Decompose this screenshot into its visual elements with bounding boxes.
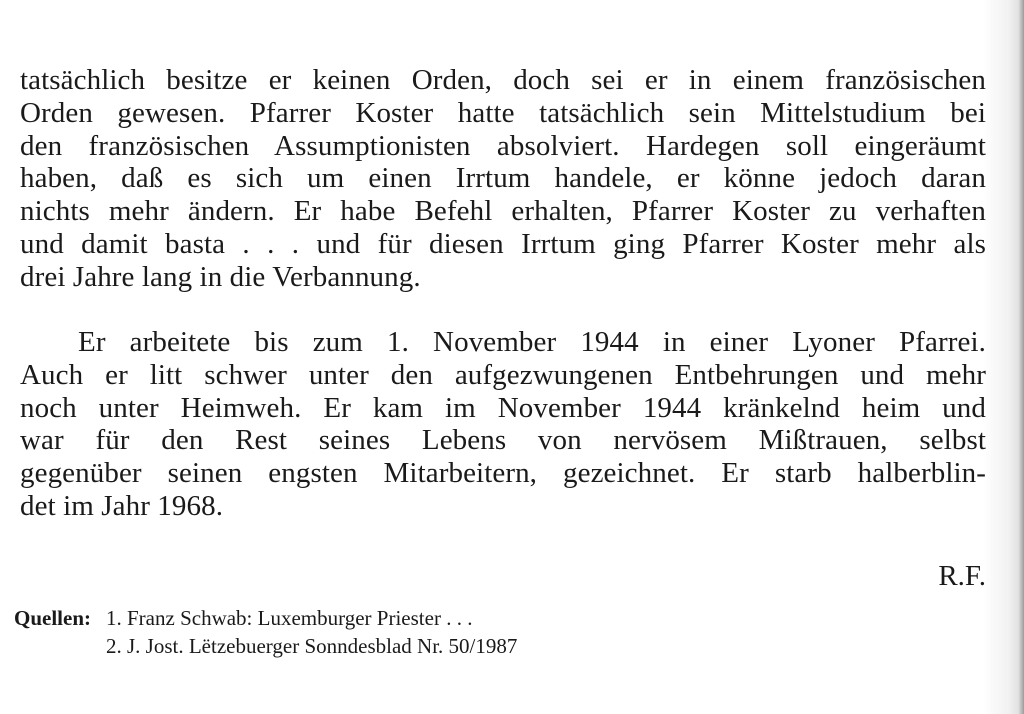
source-item: 1. Franz Schwab: Luxemburger Priester . . . [106,606,473,630]
page-edge-shadow [1018,0,1024,714]
source-item: 2. J. Jost. Lëtzebuerger Sonndesblad Nr. 50/1987 [106,634,518,658]
text-line: haben, daß es sich um einen Irrtum handele, er könne jedoch daran [20,162,986,195]
text-line: war für den Rest seines Lebens von nervösem Mißtrauen, selbst [20,424,986,457]
text-line: gegenüber seinen engsten Mitarbeitern, gezeichnet. Er starb halberblin- [20,457,986,490]
text-line: drei Jahre lang in die Verbannung. [20,260,421,293]
text-line: den französischen Assumptionisten absolviert. Hardegen soll eingeräumt [20,129,986,162]
author-signature: R.F. [938,560,986,592]
sources-block [14,604,517,660]
text-line: tatsächlich besitze er keinen Orden, doch sei er in einem französischen [20,64,986,96]
paragraph-1 [20,64,986,294]
text-line: noch unter Heimweh. Er kam im November 1944 kränkelnd heim und [20,391,986,424]
paragraph-2 [20,326,986,523]
text-line: Orden gewesen. Pfarrer Koster hatte tatsächlich sein Mittelstudium bei [20,96,986,129]
text-line: und damit basta . . . und für diesen Irrtum ging Pfarrer Koster mehr als [20,227,986,260]
text-line: Auch er litt schwer unter den aufgezwungenen Entbehrungen und mehr [20,358,986,391]
text-line: nichts mehr ändern. Er habe Befehl erhalten, Pfarrer Koster zu verhaften [20,195,986,228]
source-row [14,632,517,660]
source-row [14,604,517,632]
text-line: Er arbeitete bis zum 1. November 1944 in einer Lyoner Pfarrei. [78,326,986,358]
text-line: det im Jahr 1968. [20,489,224,522]
sources-label: Quellen: [14,606,91,630]
